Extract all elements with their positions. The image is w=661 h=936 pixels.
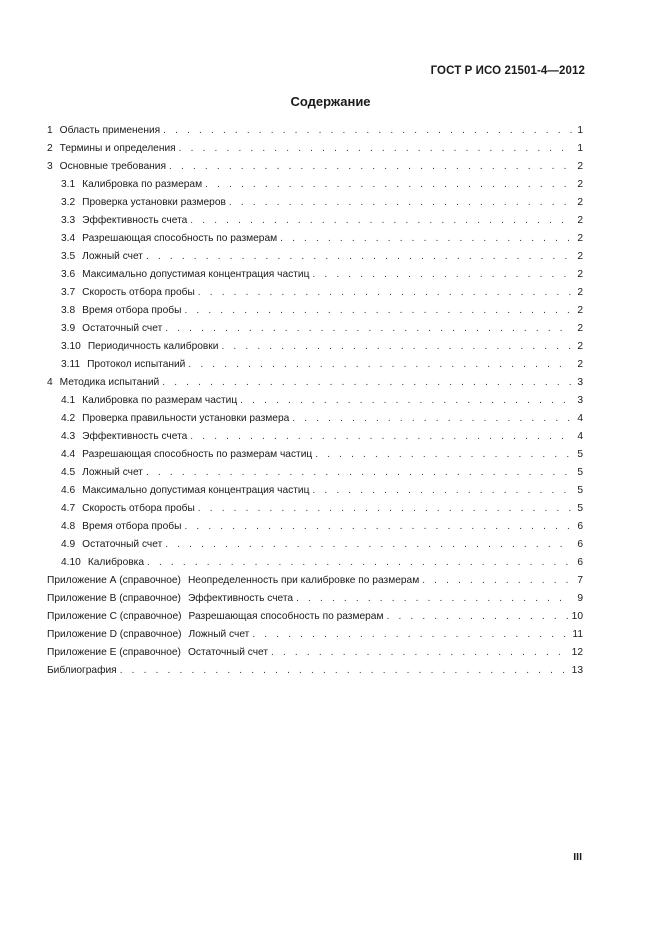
toc-entry-page: 7 <box>577 575 583 586</box>
toc-entry-number: 1 <box>47 125 53 136</box>
toc-dot-leader <box>146 251 572 262</box>
toc-entry-number: Приложение Е (справочное) <box>47 647 181 658</box>
toc-entry-page: 5 <box>577 503 583 514</box>
toc-dot-leader <box>120 665 569 676</box>
toc-entry-number: Приложение С (справочное) <box>47 611 182 622</box>
toc-entry-number: 3.9 <box>61 323 76 334</box>
toc-dot-leader <box>190 215 572 226</box>
toc-entry[interactable] <box>47 359 583 377</box>
toc-entry[interactable] <box>47 611 583 629</box>
toc-entry-page: 11 <box>572 629 583 640</box>
toc-entry-page: 5 <box>577 485 583 496</box>
standard-designation: ГОСТ Р ИСО 21501-4—2012 <box>430 65 585 77</box>
toc-dot-leader <box>312 485 572 496</box>
toc-dot-leader <box>271 647 569 658</box>
toc-entry-number: 4.10 <box>61 557 81 568</box>
toc-entry-page: 2 <box>577 215 583 226</box>
toc-dot-leader <box>252 629 569 640</box>
toc-entry-page: 2 <box>577 161 583 172</box>
toc-entry-label: Эффективность счета <box>82 431 188 442</box>
toc-entry-label: Неопределенность при калибровке по размерам <box>187 575 420 586</box>
toc-entry-number: Приложение А (справочное) <box>47 575 181 586</box>
toc-entry-label: Остаточный счет <box>187 647 269 658</box>
toc-dot-leader <box>162 377 572 388</box>
toc-entry-page: 6 <box>577 521 583 532</box>
toc-dot-leader <box>312 269 572 280</box>
toc-entry[interactable] <box>47 233 583 251</box>
toc-dot-leader <box>296 593 572 604</box>
toc-entry-label: Термины и определения <box>59 143 176 154</box>
toc-entry-label: Ложный счет <box>82 467 143 478</box>
toc-entry-page: 10 <box>571 611 583 622</box>
toc-dot-leader <box>198 503 572 514</box>
toc-entry[interactable] <box>47 665 583 683</box>
toc-dot-leader <box>179 143 572 154</box>
toc-dot-leader <box>184 521 572 532</box>
toc-entry-page: 2 <box>577 359 583 370</box>
toc-entry-label: Разрешающая способность по размерам <box>188 611 384 622</box>
toc-entry-page: 5 <box>577 449 583 460</box>
toc-dot-leader <box>190 431 572 442</box>
toc-entry-label: Библиография <box>47 665 117 676</box>
toc-entry-label: Эффективность счета <box>187 593 294 604</box>
toc-entry-number: 3.2 <box>61 197 76 208</box>
toc-entry-page: 2 <box>577 251 583 262</box>
toc-dot-leader <box>205 179 572 190</box>
toc-dot-leader <box>292 413 572 424</box>
toc-dot-leader <box>165 539 572 550</box>
toc-entry-number: 3.11 <box>61 359 81 370</box>
toc-entry-number: 4.2 <box>61 413 76 424</box>
toc-entry-number: 3.10 <box>61 341 81 352</box>
toc-entry[interactable] <box>47 431 583 449</box>
toc-entry-number: 3 <box>47 161 53 172</box>
toc-entry[interactable] <box>47 629 583 647</box>
toc-entry-page: 2 <box>577 287 583 298</box>
toc-entry[interactable] <box>47 197 583 215</box>
toc-entry[interactable] <box>47 647 583 665</box>
toc-entry-page: 9 <box>577 593 583 604</box>
toc-entry-page: 1 <box>577 143 583 154</box>
toc-entry-label: Калибровка по размерам частиц <box>82 395 238 406</box>
toc-entry[interactable] <box>47 557 583 575</box>
toc-entry[interactable] <box>47 305 583 323</box>
toc-entry-label: Максимально допустимая концентрация частиц <box>82 485 310 496</box>
toc-dot-leader <box>221 341 572 352</box>
page-number: III <box>573 851 582 863</box>
toc-entry[interactable] <box>47 449 583 467</box>
toc-entry-page: 3 <box>577 377 583 388</box>
toc-entry[interactable] <box>47 323 583 341</box>
toc-entry-number: 3.3 <box>61 215 76 226</box>
toc-entry-page: 2 <box>577 323 583 334</box>
toc-entry[interactable] <box>47 161 583 179</box>
toc-entry-page: 1 <box>577 125 583 136</box>
toc-entry-label: Методика испытаний <box>59 377 160 388</box>
toc-entry[interactable] <box>47 125 583 143</box>
toc-entry-label: Время отбора пробы <box>82 521 182 532</box>
toc-entry-number: 3.8 <box>61 305 76 316</box>
toc-entry-page: 13 <box>571 665 583 676</box>
toc-entry-page: 2 <box>577 269 583 280</box>
toc-entry-label: Остаточный счет <box>82 539 163 550</box>
toc-entry-label: Время отбора пробы <box>82 305 182 316</box>
toc-entry-page: 5 <box>577 467 583 478</box>
toc-dot-leader <box>422 575 572 586</box>
toc-dot-leader <box>188 359 572 370</box>
toc-entry-label: Калибровка <box>87 557 144 568</box>
toc-entry-label: Разрешающая способность по размерам частиц <box>82 449 313 460</box>
toc-entry-label: Протокол испытаний <box>87 359 186 370</box>
toc-entry-number: 3.1 <box>61 179 76 190</box>
toc-dot-leader <box>240 395 572 406</box>
toc-entry-number: 4.4 <box>61 449 76 460</box>
toc-entry[interactable] <box>47 287 583 305</box>
toc-entry-number: 3.4 <box>61 233 76 244</box>
toc-entry[interactable] <box>47 503 583 521</box>
toc-entry-page: 6 <box>577 557 583 568</box>
toc-dot-leader <box>169 161 572 172</box>
toc-entry[interactable] <box>47 413 583 431</box>
toc-dot-leader <box>229 197 572 208</box>
toc-dot-leader <box>163 125 572 136</box>
toc-entry-label: Проверка установки размеров <box>82 197 226 208</box>
toc-entry[interactable] <box>47 467 583 485</box>
toc-entry-number: 3.5 <box>61 251 76 262</box>
toc-entry-label: Эффективность счета <box>82 215 188 226</box>
toc-entry-number: 4.8 <box>61 521 76 532</box>
toc-entry-label: Разрешающая способность по размерам <box>82 233 278 244</box>
toc-entry[interactable] <box>47 341 583 359</box>
toc-entry-number: 3.6 <box>61 269 76 280</box>
toc-entry-number: Приложение D (справочное) <box>47 629 182 640</box>
toc-dot-leader <box>165 323 572 334</box>
toc-entry[interactable] <box>47 143 583 161</box>
toc-entry[interactable] <box>47 539 583 557</box>
toc-entry-page: 2 <box>577 341 583 352</box>
page-title: Содержание <box>290 94 371 109</box>
toc-entry[interactable] <box>47 575 583 593</box>
toc-entry-label: Проверка правильности установки размера <box>82 413 290 424</box>
toc-entry[interactable] <box>47 377 583 395</box>
toc-entry[interactable] <box>47 215 583 233</box>
table-of-contents <box>47 125 583 683</box>
toc-entry-number: 4.7 <box>61 503 76 514</box>
toc-entry-label: Остаточный счет <box>82 323 163 334</box>
toc-entry-number: 4.3 <box>61 431 76 442</box>
toc-entry-page: 6 <box>577 539 583 550</box>
toc-entry[interactable] <box>47 521 583 539</box>
toc-entry-number: 3.7 <box>61 287 76 298</box>
toc-entry-page: 2 <box>577 179 583 190</box>
toc-entry-number: 4.1 <box>61 395 76 406</box>
toc-entry-number: Приложение В (справочное) <box>47 593 181 604</box>
toc-entry-label: Скорость отбора пробы <box>82 503 195 514</box>
toc-dot-leader <box>280 233 572 244</box>
toc-entry-label: Ложный счет <box>188 629 250 640</box>
toc-entry-page: 2 <box>577 197 583 208</box>
toc-dot-leader <box>146 467 572 478</box>
toc-entry-label: Периодичность калибровки <box>87 341 219 352</box>
toc-entry-page: 4 <box>577 413 583 424</box>
toc-entry-label: Область применения <box>59 125 161 136</box>
toc-entry-label: Скорость отбора пробы <box>82 287 195 298</box>
toc-entry[interactable] <box>47 485 583 503</box>
toc-entry[interactable] <box>47 395 583 413</box>
toc-entry-number: 4.5 <box>61 467 76 478</box>
toc-entry-page: 3 <box>577 395 583 406</box>
toc-dot-leader <box>198 287 572 298</box>
toc-entry[interactable] <box>47 593 583 611</box>
toc-entry-number: 4.9 <box>61 539 76 550</box>
toc-entry[interactable] <box>47 251 583 269</box>
toc-entry-label: Основные требования <box>59 161 167 172</box>
toc-entry[interactable] <box>47 179 583 197</box>
toc-dot-leader <box>147 557 572 568</box>
toc-dot-leader <box>315 449 572 460</box>
toc-entry-number: 4 <box>47 377 53 388</box>
toc-entry-page: 4 <box>577 431 583 442</box>
toc-entry-page: 2 <box>577 233 583 244</box>
toc-entry-number: 2 <box>47 143 53 154</box>
toc-entry-label: Калибровка по размерам <box>82 179 203 190</box>
toc-dot-leader <box>386 611 568 622</box>
toc-entry-label: Ложный счет <box>82 251 143 262</box>
toc-entry[interactable] <box>47 269 583 287</box>
toc-entry-page: 2 <box>577 305 583 316</box>
toc-dot-leader <box>184 305 572 316</box>
toc-entry-number: 4.6 <box>61 485 76 496</box>
toc-entry-label: Максимально допустимая концентрация частиц <box>82 269 310 280</box>
toc-entry-page: 12 <box>571 647 583 658</box>
